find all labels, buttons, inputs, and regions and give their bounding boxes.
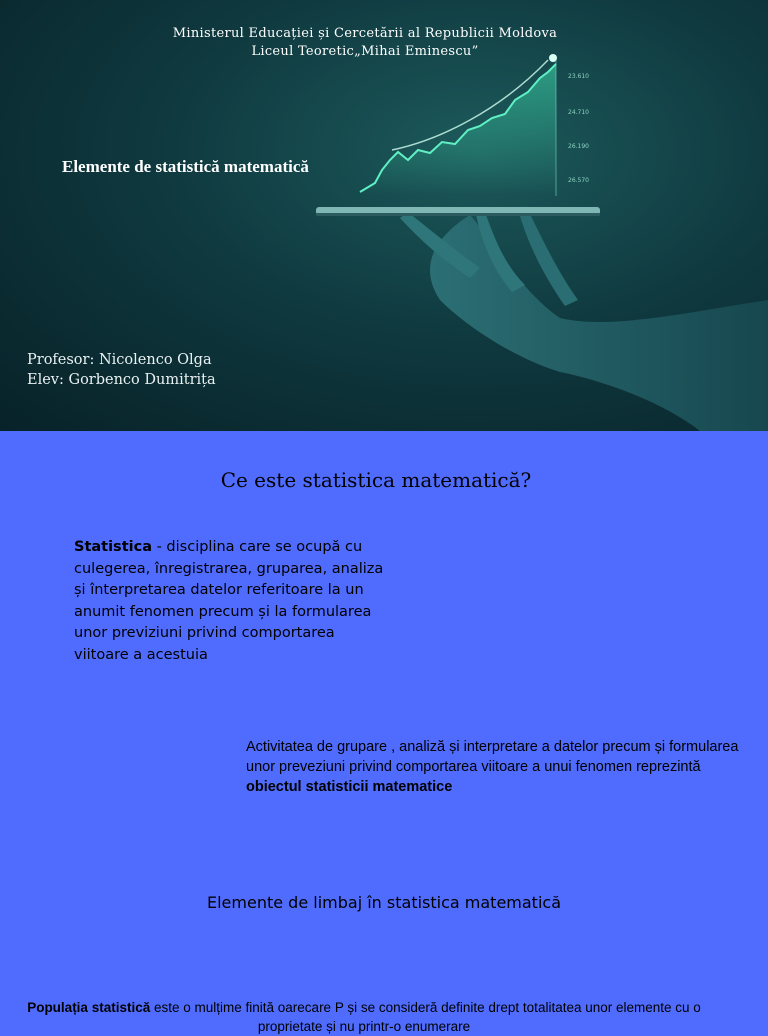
subsection-heading: Elemente de limbaj în statistica matematică [207, 893, 561, 912]
definition-text: - disciplina care se ocupă cu culegerea, înregistrarea, gruparea, analiza și înterpretarea datelor referitoare la un anumit fenomen precum și la formularea unor previziuni privind comportarea viitoare a acestuia [74, 539, 384, 663]
activity-text: Activitatea de grupare , analiză și interpretare a datelor precum și formularea unor preveziuni privind comportarea viitoare a unui fenomen reprezintă [246, 739, 739, 775]
ministry-line: Ministerul Educației și Cercetării al Republicii Moldova [172, 26, 558, 41]
student-credit: Elev: Gorbenco Dumitrița [27, 372, 216, 388]
population-text: este o mulțime finită oarecare P și se consideră definite drept totalitatea unor elemente cu o proprietate și nu printr-o enumerare [150, 1000, 701, 1034]
school-line: Liceul Teoretic„Mihai Eminescu” [251, 44, 479, 59]
population-paragraph [0, 998, 728, 1036]
svg-text:26.570: 26.570 [568, 177, 589, 184]
section-heading: Ce este statistica matematică? [220, 468, 532, 492]
svg-text:26.190: 26.190 [568, 143, 589, 150]
svg-text:23.610: 23.610 [568, 73, 589, 80]
svg-text:24.710: 24.710 [568, 109, 589, 116]
activity-bold-text: obiectul statisticii matematice [246, 779, 453, 795]
content-slide [0, 431, 768, 1034]
presentation-title: Elemente de statistică matematică [62, 157, 309, 176]
population-term: Populația statistică [27, 1000, 151, 1015]
title-slide [0, 0, 768, 431]
activity-paragraph [246, 737, 746, 797]
definition-paragraph [74, 537, 384, 666]
definition-term: Statistica [74, 539, 152, 555]
teacher-credit: Profesor: Nicolenco Olga [27, 352, 212, 368]
